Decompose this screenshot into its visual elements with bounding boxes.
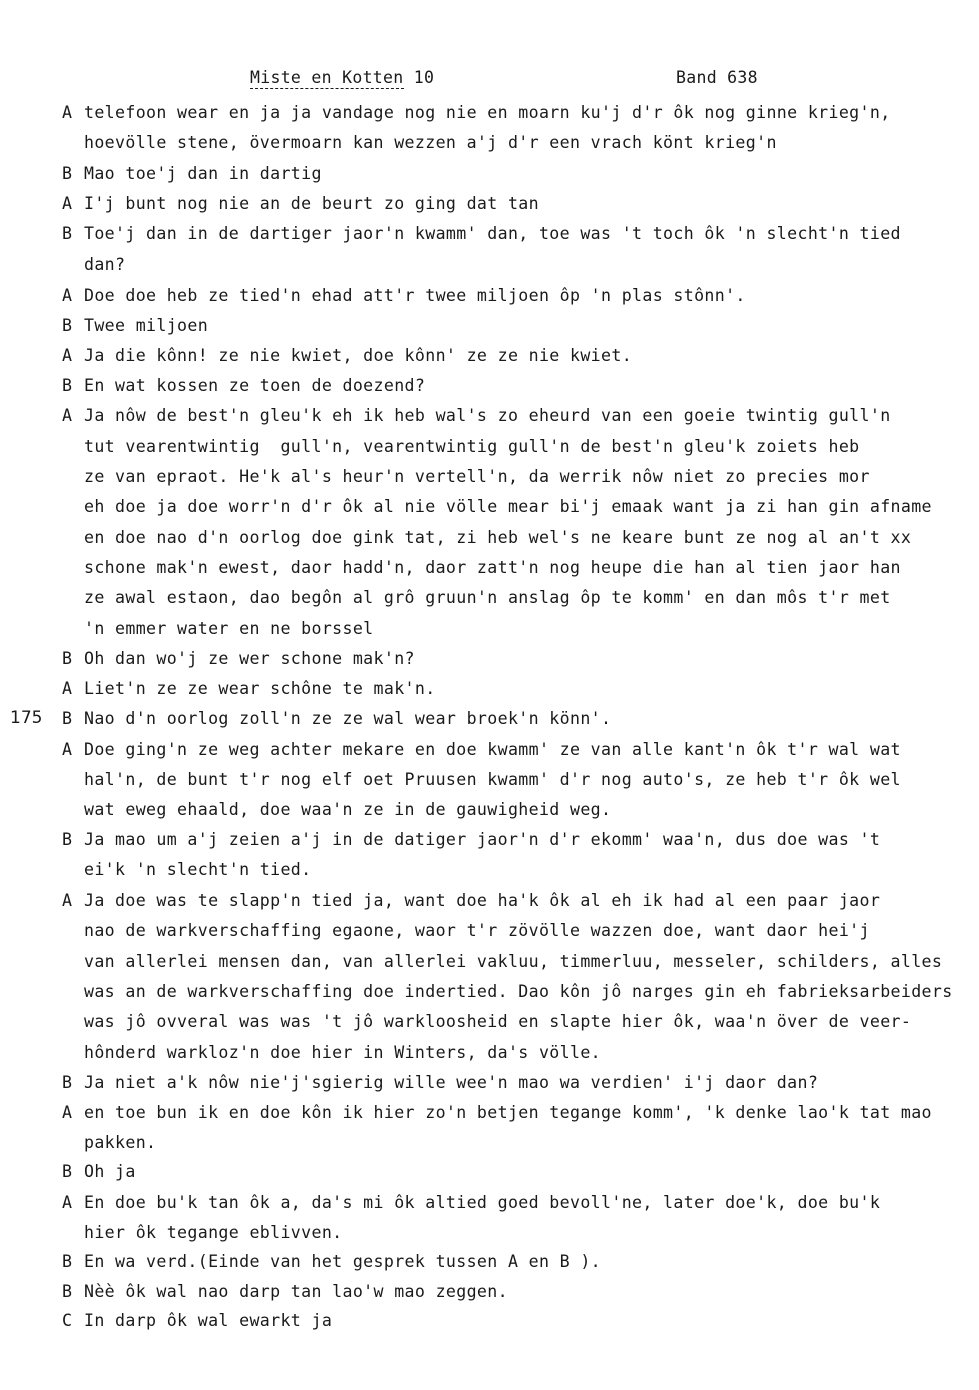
line-text: Ja doe was te slapp'n tied ja, want doe ha'k ôk al eh ik had al een paar jaor (84, 891, 881, 910)
line-text: Ja mao um a'j zeien a'j in de datiger jaor'n d'r ekomm' waa'n, dus doe was 't (84, 830, 881, 849)
line-text: 'n emmer water en ne borssel (84, 619, 374, 638)
line-text: Oh dan wo'j ze wer schone mak'n? (84, 649, 415, 668)
line-text: wat eweg ehaald, doe waa'n ze in de gauwigheid weg. (84, 800, 612, 819)
speaker-label: A (62, 286, 73, 305)
line-text: En doe bu'k tan ôk a, da's mi ôk altied goed bevoll'ne, later doe'k, doe bu'k (84, 1193, 881, 1212)
speaker-label: B (62, 1073, 73, 1092)
speaker-label: B (62, 164, 73, 183)
speaker-label: B (62, 1282, 73, 1301)
line-text: hier ôk tegange eblivven. (84, 1223, 343, 1242)
line-text: tut vearentwintig gull'n, vearentwintig gull'n de best'n gleu'k zoiets heb (84, 437, 860, 456)
line-text: Twee miljoen (84, 316, 209, 335)
line-text: schone mak'n ewest, daor hadd'n, daor zatt'n nog heupe die han al tien jaor han (84, 558, 901, 577)
speaker-label: A (62, 346, 73, 365)
speaker-label: A (62, 740, 73, 759)
line-text: dan? (84, 255, 126, 274)
line-text: Toe'j dan in de dartiger jaor'n kwamm' dan, toe was 't toch ôk 'n slecht'n tied (84, 224, 901, 243)
line-text: Oh ja (84, 1162, 136, 1181)
line-number: 175 (10, 708, 43, 728)
line-text: En wa verd.(Einde van het gesprek tussen A en B ). (84, 1252, 602, 1271)
speaker-label: A (62, 1103, 73, 1122)
speaker-label: A (62, 679, 73, 698)
speaker-label: B (62, 376, 73, 395)
line-text: Nao d'n oorlog zoll'n ze ze wal wear broek'n könn'. (84, 709, 612, 728)
line-text: ei'k 'n slecht'n tied. (84, 860, 312, 879)
line-text: Ja nôw de best'n gleu'k eh ik heb wal's zo eheurd van een goeie twintig gull'n (84, 406, 891, 425)
line-text: telefoon wear en ja ja vandage nog nie en moarn ku'j d'r ôk nog ginne krieg'n, (84, 103, 891, 122)
speaker-label: B (62, 709, 73, 728)
speaker-label: B (62, 1162, 73, 1181)
document-title: Miste en Kotten (250, 68, 404, 87)
speaker-label: C (62, 1311, 73, 1330)
line-text: van allerlei mensen dan, van allerlei vakluu, timmerluu, messeler, schilders, alles (84, 952, 943, 971)
line-text: ze awal estaon, dao begôn al grô gruun'n anslag ôp te komm' en dan môs t'r met (84, 588, 891, 607)
speaker-label: B (62, 224, 73, 243)
line-text: Ja die kônn! ze nie kwiet, doe kônn' ze ze nie kwiet. (84, 346, 633, 365)
line-text: was an de warkverschaffing doe indertied. Dao kôn jô narges gin eh fabrieksarbeiders (84, 982, 953, 1001)
line-text: Doe ging'n ze weg achter mekare en doe kwamm' ze van alle kant'n ôk t'r wal wat (84, 740, 901, 759)
speaker-label: B (62, 1252, 73, 1271)
line-text: Nèè ôk wal nao darp tan lao'w mao zeggen. (84, 1282, 508, 1301)
line-text: ze van epraot. He'k al's heur'n vertell'n, da werrik nôw niet zo precies mor (84, 467, 870, 486)
line-text: Mao toe'j dan in dartig (84, 164, 322, 183)
line-text: hal'n, de bunt t'r nog elf oet Pruusen kwamm' d'r nog auto's, ze heb t'r ôk wel (84, 770, 901, 789)
line-text: hoevölle stene, övermoarn kan wezzen a'j d'r een vrach könt krieg'n (84, 133, 777, 152)
line-text: Ja niet a'k nôw nie'j'sgierig wille wee'n mao wa verdien' i'j daor dan? (84, 1073, 819, 1092)
line-text: En wat kossen ze toen de doezend? (84, 376, 426, 395)
line-text: In darp ôk wal ewarkt ja (84, 1311, 333, 1330)
speaker-label: A (62, 194, 73, 213)
line-text: nao de warkverschaffing egaone, waor t'r zövölle wazzen doe, want daor hei'j (84, 921, 870, 940)
speaker-label: A (62, 406, 73, 425)
line-text: pakken. (84, 1133, 157, 1152)
speaker-label: A (62, 1193, 73, 1212)
speaker-label: B (62, 316, 73, 335)
speaker-label: B (62, 649, 73, 668)
line-text: I'j bunt nog nie an de beurt zo ging dat tan (84, 194, 539, 213)
line-text: Liet'n ze ze wear schône te mak'n. (84, 679, 436, 698)
line-text: en doe nao d'n oorlog doe gink tat, zi heb wel's ne keare bunt ze nog al an't xx (84, 528, 912, 547)
page-number: 10 (413, 68, 435, 87)
band-label: Band 638 (676, 68, 758, 87)
speaker-label: A (62, 891, 73, 910)
line-text: Doe doe heb ze tied'n ehad att'r twee miljoen ôp 'n plas stônn'. (84, 286, 746, 305)
page-title (250, 68, 434, 87)
line-text: hônderd warkloz'n doe hier in Winters, da's völle. (84, 1043, 602, 1062)
speaker-label: B (62, 830, 73, 849)
line-text: en toe bun ik en doe kôn ik hier zo'n betjen tegange komm', 'k denke lao'k tat mao (84, 1103, 932, 1122)
line-text: was jô ovveral was was 't jô warkloosheid en slapte hier ôk, waa'n över de veer- (84, 1012, 912, 1031)
speaker-label: A (62, 103, 73, 122)
line-text: eh doe ja doe worr'n d'r ôk al nie völle mear bi'j emaak want ja zi han gin afname (84, 497, 932, 516)
